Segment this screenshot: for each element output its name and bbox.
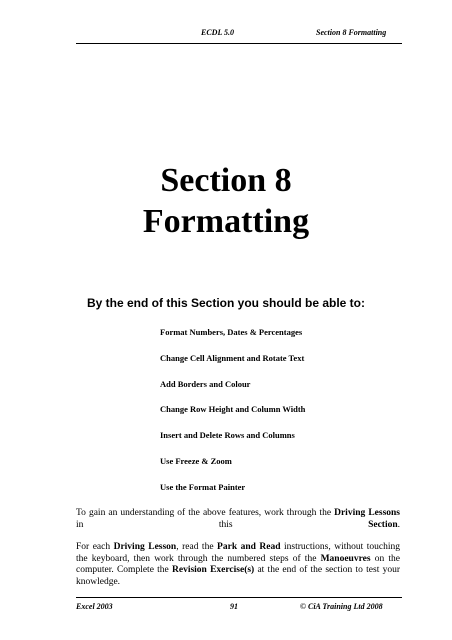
text-run: To gain an understanding of the above features, work through the <box>76 508 335 518</box>
section-title <box>0 160 452 242</box>
bold-term: Section <box>368 519 398 530</box>
text-run: in this <box>76 519 369 530</box>
instructions-paragraph-1 <box>76 508 400 543</box>
objective-item: Use Freeze & Zoom <box>160 455 232 466</box>
objective-item: Change Cell Alignment and Rotate Text <box>160 352 305 363</box>
footer-product: Excel 2003 <box>76 602 113 611</box>
objective-item: Add Borders and Colour <box>160 378 251 389</box>
footer-rule <box>76 597 402 598</box>
objective-item: Format Numbers, Dates & Percentages <box>160 327 303 337</box>
objectives-intro: By the end of this Section you should be able to: <box>86 296 365 310</box>
objective-item: Change Row Height and Column Width <box>160 404 306 415</box>
text-run: on the computer. Complete the <box>76 553 400 575</box>
bold-term: Driving Lesson <box>113 542 177 552</box>
objective-item: Use the Format Painter <box>160 481 246 492</box>
header-rule <box>76 43 402 44</box>
text-run: at the end of the section to test your knowledge. <box>76 565 400 587</box>
header-course: ECDL 5.0 <box>201 28 235 37</box>
instructions-paragraph-2 <box>76 542 400 600</box>
text-run: instructions, without touching the keyboard, then work through the numbered steps of the <box>76 542 401 564</box>
objective-item: Insert and Delete Rows and Columns <box>160 430 295 441</box>
text-run: . <box>397 519 400 530</box>
text-run: , read the <box>176 542 218 552</box>
section-title-number: Section 8 <box>160 162 292 199</box>
section-title-name: Formatting <box>142 203 310 240</box>
bold-term: Park and Read <box>217 542 281 552</box>
header-section: Section 8 Formatting <box>316 28 387 37</box>
page-number: 91 <box>230 602 238 611</box>
bold-term: Driving Lessons <box>334 508 400 518</box>
objectives-list <box>160 326 305 507</box>
bold-term: Revision Exercise(s) <box>172 565 255 575</box>
bold-term: Manoeuvres <box>320 553 371 564</box>
text-run: For each <box>76 542 114 552</box>
footer-copyright: © CiA Training Ltd 2008 <box>300 602 383 611</box>
